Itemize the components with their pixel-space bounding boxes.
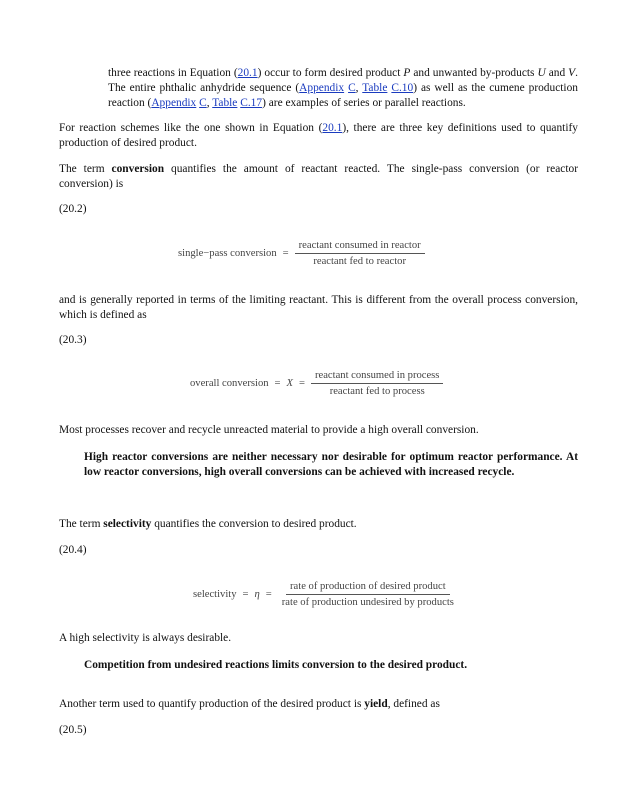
key-point-reactor-conversion: High reactor conversions are neither necessary nor desirable for optimum reactor performance. At low reactor conversions, high overall conversions can be achieved with increased recycle. [84, 451, 578, 478]
yield-paragraph [59, 697, 578, 712]
equation-number-20-2: (20.2) [59, 203, 87, 215]
text-run: Another term used to quantify production of the desired product is [59, 698, 365, 710]
text-run: three reactions in Equation ( [108, 67, 238, 79]
selectivity-paragraph [59, 517, 578, 532]
equation-number-20-4: (20.4) [59, 544, 87, 556]
text-run: ) occur to form desired product [257, 67, 404, 79]
limiting-reactant-paragraph: and is generally reported in terms of the limiting reactant. This is different from the overall process conversion, which is defined as [59, 294, 578, 321]
equation-20-4 [193, 581, 458, 608]
text-run: For reaction schemes like the one shown in Equation ( [59, 122, 323, 134]
text-run: The term [59, 163, 112, 175]
text-run: quantifies the amount of reactant reacted. The single-pass conversion (or reactor conversion) is [59, 163, 578, 190]
equation-20-1-link[interactable]: 20.1 [322, 122, 343, 134]
equals-sign: = [265, 589, 272, 600]
term-selectivity: selectivity [103, 518, 152, 530]
equals-sign: = [299, 378, 305, 389]
equation-lhs: selectivity [193, 589, 237, 600]
text-run: The term [59, 518, 104, 530]
fraction [311, 370, 443, 397]
variable-v: V [568, 67, 576, 79]
key-point-competition: Competition from undesired reactions limits conversion to the desired product. [84, 659, 468, 671]
text-run: quantifies the conversion to desired product. [151, 518, 357, 530]
recycle-paragraph: Most processes recover and recycle unreacted material to provide a high overall conversion. [59, 424, 479, 436]
variable-eta: η [254, 589, 260, 600]
term-conversion: conversion [111, 163, 165, 175]
table-link[interactable]: Table [362, 82, 388, 94]
table-link[interactable]: Table [212, 97, 238, 109]
text-run: . The entire phthalic anhydride sequence ( [108, 67, 578, 94]
appendix-c-link[interactable]: C [199, 97, 207, 109]
equation-number-20-3: (20.3) [59, 334, 87, 346]
text-run: and [545, 67, 569, 79]
text-run: ) are examples of series or parallel reactions. [262, 97, 466, 109]
fraction-denominator: rate of production undesired by products [281, 597, 454, 608]
equals-sign: = [282, 248, 289, 259]
text-run: , defined as [387, 698, 440, 710]
term-yield: yield [364, 698, 388, 710]
text-run: ), there are three key definitions used to quantify production of desired product. [59, 122, 578, 149]
equation-20-3 [190, 370, 443, 397]
table-c17-link[interactable]: C.17 [240, 97, 263, 109]
variable-u: U [537, 67, 546, 79]
equation-lhs: overall conversion [190, 378, 269, 389]
variable-x: X [286, 378, 294, 389]
fraction-denominator: reactant fed to reactor [313, 256, 406, 267]
variable-p: P [403, 67, 411, 79]
equals-sign: = [242, 589, 249, 600]
high-selectivity-paragraph: A high selectivity is always desirable. [59, 632, 232, 644]
equation-20-2 [178, 240, 425, 267]
equation-20-1-link[interactable]: 20.1 [237, 67, 258, 79]
fraction-denominator: reactant fed to process [329, 386, 425, 397]
text-run: ) as well as the cumene production reaction ( [108, 82, 578, 109]
intro-paragraph: three reactions in Equation (20.1) occur to form desired product P and unwanted by-products U and V. The entire phthalic anhydride sequence (Appendix C, Table C.10) as well as the cumene production reaction (Appendix C, Table C.17) are examples of series or parallel reactions. [108, 67, 578, 109]
fraction [295, 240, 425, 267]
text-run: and unwanted by-products [410, 67, 538, 79]
appendix-link[interactable]: Appendix [151, 97, 197, 109]
conversion-paragraph [59, 162, 578, 192]
fraction [278, 581, 458, 608]
equation-lhs: single−pass conversion [178, 248, 277, 259]
appendix-link[interactable]: Appendix [299, 82, 345, 94]
fraction-numerator: reactant consumed in process [311, 370, 443, 384]
schemes-paragraph [59, 121, 578, 151]
table-c10-link[interactable]: C.10 [391, 82, 414, 94]
equation-number-20-5: (20.5) [59, 724, 87, 736]
appendix-c-link[interactable]: C [348, 82, 356, 94]
fraction-numerator: reactant consumed in reactor [295, 240, 425, 254]
fraction-numerator: rate of production of desired product [286, 581, 450, 595]
equals-sign: = [274, 378, 281, 389]
